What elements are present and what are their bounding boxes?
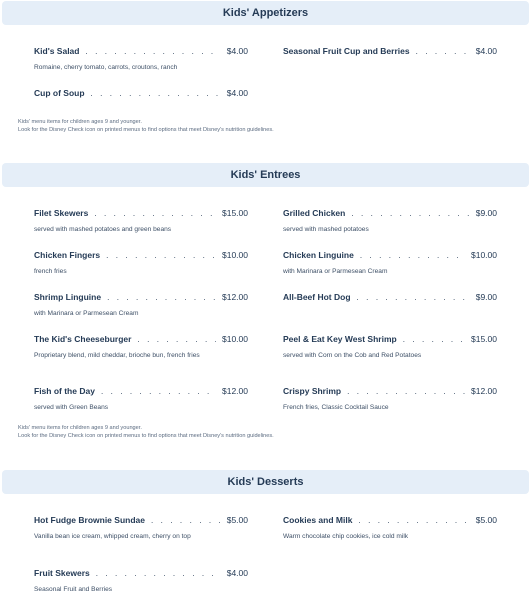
leader-dots bbox=[101, 387, 216, 396]
note-line: Kids' menu items for children ages 9 and younger. bbox=[18, 425, 142, 431]
leader-dots bbox=[106, 251, 216, 260]
item-name: Chicken Fingers bbox=[34, 250, 101, 260]
leader-dots bbox=[91, 89, 221, 98]
item-description: Vanilla bean ice cream, whipped cream, cherry on top bbox=[34, 533, 191, 540]
item-name: Kid's Salad bbox=[34, 46, 80, 56]
note-line: Look for the Disney Check icon on printed menus to find options that meet Disney's nutrition guidelines. bbox=[18, 432, 274, 439]
item-description: with Marinara or Parmesean Cream bbox=[34, 310, 139, 317]
item-description: served with Corn on the Cob and Red Potatoes bbox=[283, 352, 422, 359]
item-description: served with mashed potatoes bbox=[283, 226, 369, 233]
leader-dots bbox=[357, 293, 470, 302]
menu-item bbox=[283, 46, 497, 58]
item-name: Hot Fudge Brownie Sundae bbox=[34, 515, 145, 525]
item-price: $12.00 bbox=[222, 292, 248, 302]
section-header-desserts: Kids' Desserts bbox=[2, 470, 529, 494]
note-line: Kids' menu items for children ages 9 and younger. bbox=[18, 119, 142, 125]
leader-dots bbox=[403, 335, 465, 344]
section-header-appetizers: Kids' Appetizers bbox=[2, 1, 529, 25]
item-name: Fruit Skewers bbox=[34, 568, 90, 578]
menu-item bbox=[34, 46, 248, 72]
menu-item bbox=[34, 515, 248, 541]
item-price: $5.00 bbox=[475, 515, 497, 525]
item-price: $15.00 bbox=[471, 334, 497, 344]
item-name: Crispy Shrimp bbox=[283, 386, 342, 396]
section-header-entrees: Kids' Entrees bbox=[2, 163, 529, 187]
item-price: $12.00 bbox=[222, 386, 248, 396]
menu-item bbox=[283, 386, 497, 412]
item-price: $5.00 bbox=[226, 515, 248, 525]
menu-item bbox=[283, 515, 497, 541]
item-price: $4.00 bbox=[226, 46, 248, 56]
leader-dots bbox=[85, 47, 220, 56]
menu-item bbox=[34, 208, 248, 234]
note-line: Look for the Disney Check icon on printed menus to find options that meet Disney's nutrition guidelines. bbox=[18, 126, 274, 133]
item-name: Filet Skewers bbox=[34, 208, 89, 218]
item-name: Chicken Linguine bbox=[283, 250, 354, 260]
item-description: Warm chocolate chip cookies, ice cold milk bbox=[283, 533, 409, 540]
item-name: All-Beef Hot Dog bbox=[283, 292, 351, 302]
item-description: served with Green Beans bbox=[34, 404, 109, 411]
item-price: $4.00 bbox=[226, 88, 248, 98]
menu-item bbox=[34, 88, 248, 100]
item-description: Seasonal Fruit and Berries bbox=[34, 586, 113, 593]
item-description: served with mashed potatoes and green beans bbox=[34, 226, 172, 233]
item-price: $10.00 bbox=[222, 334, 248, 344]
menu-item bbox=[34, 568, 248, 594]
menu-item bbox=[34, 250, 248, 276]
leader-dots bbox=[96, 569, 221, 578]
menu-item bbox=[283, 334, 497, 360]
item-price: $9.00 bbox=[475, 292, 497, 302]
kids-menu-note bbox=[18, 119, 274, 134]
menu-item bbox=[283, 250, 497, 276]
item-description: french fries bbox=[34, 268, 67, 275]
leader-dots bbox=[94, 209, 216, 218]
menu-item bbox=[283, 208, 497, 234]
leader-dots bbox=[358, 516, 469, 525]
leader-dots bbox=[107, 293, 216, 302]
item-description: Romaine, cherry tomato, carrots, croutons, ranch bbox=[34, 64, 178, 71]
item-name: Fish of the Day bbox=[34, 386, 95, 396]
item-name: Grilled Chicken bbox=[283, 208, 346, 218]
item-name: The Kid's Cheeseburger bbox=[34, 334, 132, 344]
leader-dots bbox=[347, 387, 465, 396]
menu-item bbox=[34, 292, 248, 318]
item-name: Seasonal Fruit Cup and Berries bbox=[283, 46, 410, 56]
menu-item bbox=[34, 386, 248, 412]
item-price: $4.00 bbox=[475, 46, 497, 56]
leader-dots bbox=[360, 251, 465, 260]
menu-item bbox=[34, 334, 248, 360]
item-name: Cookies and Milk bbox=[283, 515, 353, 525]
leader-dots bbox=[151, 516, 221, 525]
kids-menu-note bbox=[18, 425, 274, 440]
item-name: Cup of Soup bbox=[34, 88, 85, 98]
item-name: Peel & Eat Key West Shrimp bbox=[283, 334, 397, 344]
leader-dots bbox=[416, 47, 470, 56]
leader-dots bbox=[351, 209, 469, 218]
item-price: $10.00 bbox=[471, 250, 497, 260]
item-price: $10.00 bbox=[222, 250, 248, 260]
item-description: Proprietary blend, mild cheddar, brioche bun, french fries bbox=[34, 352, 200, 359]
item-description: French fries, Classic Cocktail Sauce bbox=[283, 404, 389, 411]
item-name: Shrimp Linguine bbox=[34, 292, 102, 302]
item-price: $4.00 bbox=[226, 568, 248, 578]
item-price: $12.00 bbox=[471, 386, 497, 396]
leader-dots bbox=[137, 335, 216, 344]
item-description: with Marinara or Parmesean Cream bbox=[283, 268, 388, 275]
item-price: $9.00 bbox=[475, 208, 497, 218]
menu-item bbox=[283, 292, 497, 304]
item-price: $15.00 bbox=[222, 208, 248, 218]
